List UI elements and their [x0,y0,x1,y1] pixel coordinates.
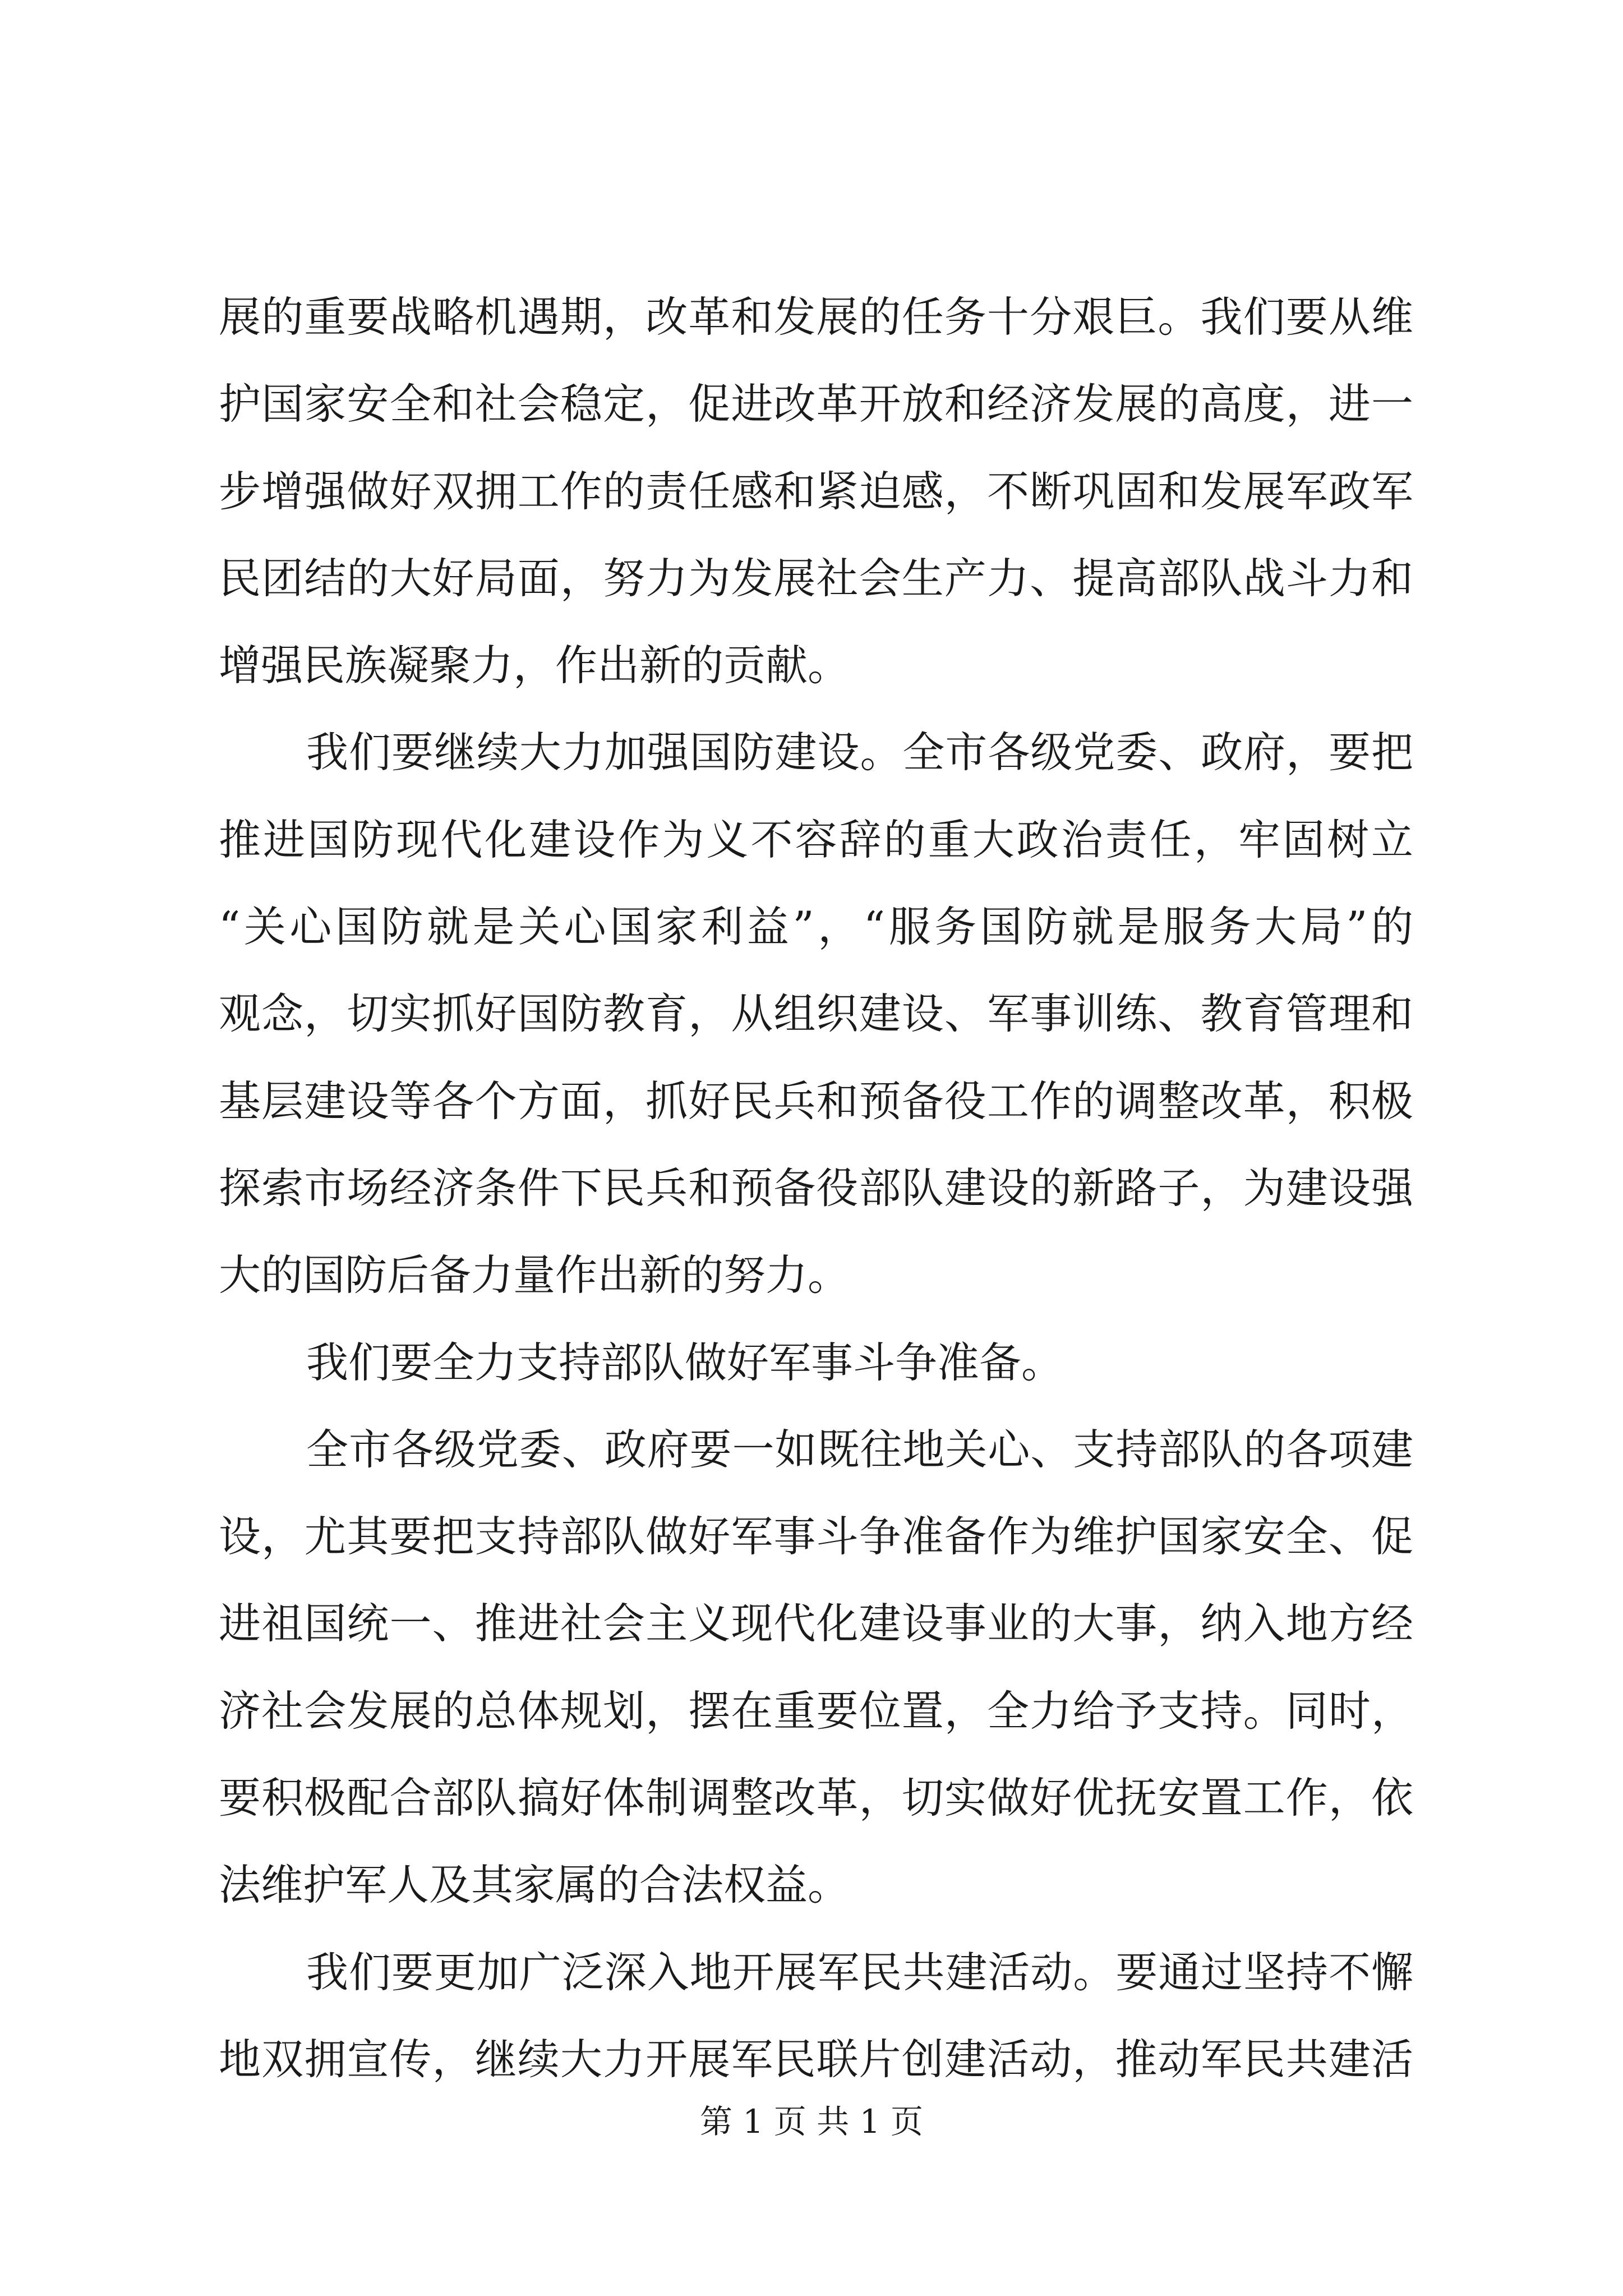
text-line: 我们要更加广泛深入地开展军民共建活动。要通过坚持不懈 [306,1947,1413,1997]
text-line: 民团结的大好局面，努力为发展社会生产力、提高部队战斗力和 [219,553,1413,603]
text-line: 济社会发展的总体规划，摆在重要位置，全力给予支持。同时， [219,1686,1413,1736]
text-line: 护国家安全和社会稳定，促进改革开放和经济发展的高度，进一 [219,379,1413,429]
text-line: “关心国防就是关心国家利益”，“服务国防就是服务大局”的 [219,902,1413,952]
text-line: 观念，切实抓好国防教育，从组织建设、军事训练、教育管理和 [219,989,1413,1039]
body-text [219,274,1413,2103]
text-line: 设，尤其要把支持部队做好军事斗争准备作为维护国家安全、促 [219,1512,1413,1562]
text-line: 大的国防后备力量作出新的努力。 [219,1250,850,1300]
text-line: 要积极配合部队搞好体制调整改革，切实做好优抚安置工作，依 [219,1773,1413,1823]
text-line: 我们要继续大力加强国防建设。全市各级党委、政府，要把 [306,728,1413,777]
text-line: 步增强做好双拥工作的责任感和紧迫感，不断巩固和发展军政军 [219,466,1413,516]
text-line: 基层建设等各个方面，抓好民兵和预备役工作的调整改革，积极 [219,1076,1413,1126]
page-footer: 第 1 页 共 1 页 [700,2102,923,2141]
text-line: 法维护军人及其家属的合法权益。 [219,1860,850,1910]
text-line: 进祖国统一、推进社会主义现代化建设事业的大事，纳入地方经 [219,1599,1413,1649]
text-line: 推进国防现代化建设作为义不容辞的重大政治责任，牢固树立 [219,815,1413,864]
text-line: 全市各级党委、政府要一如既往地关心、支持部队的各项建 [306,1424,1413,1474]
text-line: 增强民族凝聚力，作出新的贡献。 [219,641,850,691]
text-line: 探索市场经济条件下民兵和预备役部队建设的新路子，为建设强 [219,1163,1413,1213]
text-line: 展的重要战略机遇期，改革和发展的任务十分艰巨。我们要从维 [219,292,1413,342]
text-line: 地双拥宣传，继续大力开展军民联片创建活动，推动军民共建活 [219,2034,1413,2084]
text-line: 我们要全力支持部队做好军事斗争准备。 [306,1337,1064,1387]
